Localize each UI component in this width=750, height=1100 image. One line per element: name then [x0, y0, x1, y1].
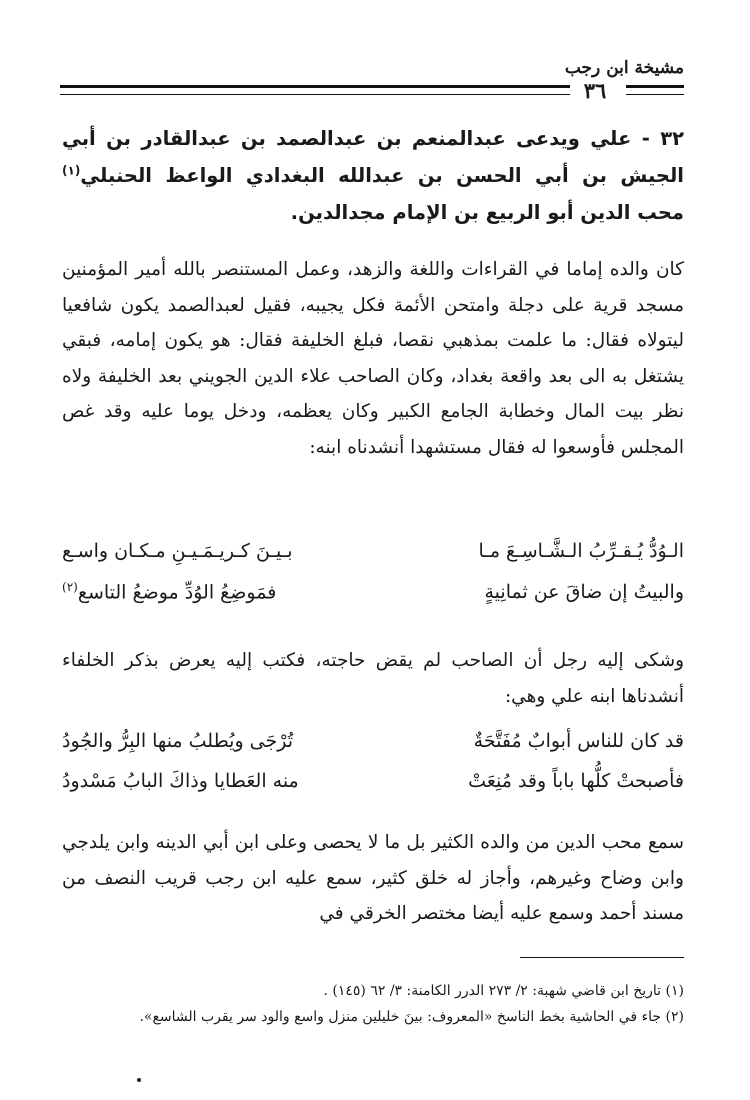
footnote-ref-2[interactable]: (٢) — [62, 580, 78, 594]
paragraph-3: سمع محب الدين من والده الكثير بل ما لا يحصى وعلى ابن أبي الدينه وابن يلدجي وابن وضاح وغيرهم، وأجاز له خلق كثير، سمع عليه ابن رجب قريب النصف من مسند أحمد وسمع عليه أيضا مختصر الخرقي في — [62, 832, 684, 924]
hemistich-first: قد كان للناس أبوابٌ مُفَتَّحَةٌ — [473, 730, 684, 752]
entry-heading-text-cont: محب الدين أبو الربيع بن الإمام مجدالدين. — [290, 201, 684, 224]
poem-2 — [62, 730, 684, 810]
hemistich-first: الـوُدُّ يُـقـرِّبُ الـشَّـاسِـعَ مـا — [478, 540, 684, 562]
hemistich-second: بـيـنَ كـريـمَـيـنِ مـكـان واسـع — [62, 540, 293, 562]
hemistich-second: تُرْجَى ويُطلبُ منها البِرُّ والجُودُ — [62, 730, 294, 752]
verse — [62, 730, 684, 770]
hemistich-second — [62, 580, 276, 603]
footnote-ref-1[interactable]: (١) — [62, 163, 81, 178]
header-rule-left-thick — [60, 85, 570, 88]
footnote-divider — [520, 957, 684, 958]
footnotes — [62, 978, 684, 1030]
hemistich-second-text: فمَوضِعُ الوُدِّ موضعُ التاسع — [77, 581, 277, 604]
paragraph-1: كان والده إماما في القراءات واللغة والزهد، وعمل المستنصر بالله أمير المؤمنين مسجد قرية على دجلة وامتحن الأئمة فكل يجيبه، فقيل لعبدالصمد يكون شافعيا ليتولاه فقال: ما علمت بمذهبي نقصا، فبلغ الخليفة فقال: هو يكون إمامه، فبقي يشتغل به الى بعد واقعة بغداد، وكان الصاحب علاء الدين الجويني بعد الخليفة ولاه نظر بيت المال وخطابة الجامع الكبير وكان يعظمه، ودخل يوما عليه وقد غص المجلس فأوسعوا له فقال مستشهدا أنشدناه ابنه: — [62, 259, 684, 458]
hemistich-second: منه العَطايا وذاكَ البابُ مَسْدودُ — [62, 770, 299, 792]
hemistich-first: فأصبحتْ كلُّها باباً وقد مُنِعَتْ — [468, 770, 684, 792]
paragraph-2: وشكى إليه رجل أن الصاحب لم يقض حاجته، فكتب إليه يعرض بذكر الخلفاء أنشدناها ابنه علي وهي: — [62, 650, 684, 707]
footnote-1: (١) تاريخ ابن قاضي شهبة: ٢/ ٢٧٣ الدرر الكامنة: ٣/ ٦٢ (١٤٥) . — [323, 983, 684, 999]
footnote-2: (٢) جاء في الحاشية بخط الناسخ «المعروف: بينَ خليلين منزل واسع والود سر يقرب الشاسع». — [139, 1009, 684, 1025]
verse — [62, 770, 684, 810]
page-mark — [137, 1078, 141, 1082]
poem-1 — [62, 540, 684, 620]
entry-heading-text: ٣٢ - علي ويدعى عبدالمنعم بن عبدالصمد بن عبدالقادر بن أبي الجيش بن أبي الحسن بن عبدالله البغدادي الواعظ الحنبلي — [62, 127, 684, 187]
running-title: مشيخة ابن رجب — [564, 58, 684, 78]
header-rule-right-thin — [626, 94, 684, 95]
entry-heading — [62, 120, 684, 231]
page-number: ٣٦ — [583, 78, 607, 103]
header-rule-right-thick — [626, 85, 684, 88]
hemistich-first: والبيتُ إن ضاقَ عن ثمانِيةٍ — [484, 581, 684, 604]
header-rule-left-thin — [60, 94, 570, 95]
verse — [62, 540, 684, 580]
verse — [62, 580, 684, 620]
